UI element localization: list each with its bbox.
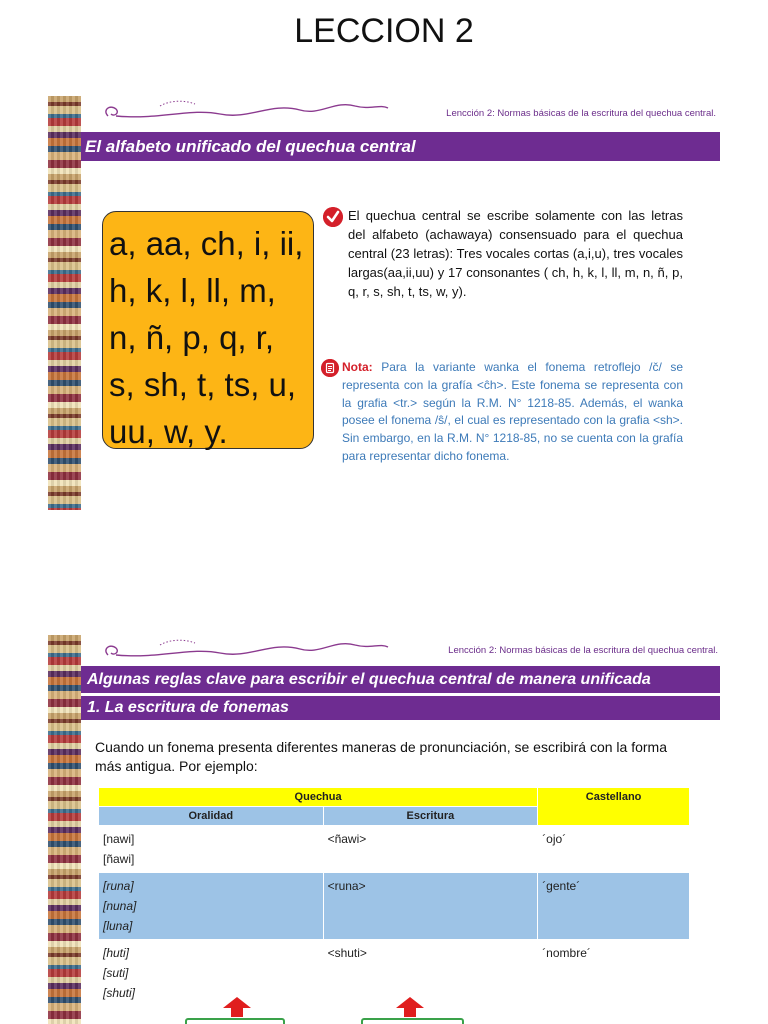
alphabet-line: n, ñ, p, q, r,	[109, 319, 275, 356]
swirl-decoration-icon	[100, 98, 390, 124]
escritura-cell: <ñawi>	[323, 826, 538, 873]
oralidad-value: [suti]	[103, 966, 129, 980]
castellano-cell: ´gente´	[538, 873, 690, 940]
castellano-cell: ´nombre´	[538, 940, 690, 1007]
escritura-cell: <shuti>	[323, 940, 538, 1007]
note-text: Para la variante wanka el fonema retroflejo /č/ se representa con la grafía <ĉh>. Este fonema se representa con la grafia <tr.> según la R.M. N° 1218-85. Además, el wanka posee el fonema /ŝ/, el cual es representado con la grafia <sh>. Sin embargo, en la R.M. N° 1218-85, no se cuenta con la grafía para representar dicho fonema.	[342, 360, 683, 463]
intro-paragraph: Cuando un fonema presenta diferentes maneras de pronunciación, se escribirá con la forma más antigua. Por ejemplo:	[95, 739, 667, 774]
up-arrow-icon	[396, 997, 424, 1017]
page-title: LECCION 2	[294, 12, 474, 50]
textile-strip	[48, 96, 81, 510]
note-paragraph	[342, 359, 683, 466]
oralidad-value: [runa]	[103, 879, 134, 893]
table-row	[99, 873, 690, 940]
alphabet-box	[102, 211, 314, 449]
oralidad-value: [nawi]	[103, 832, 135, 846]
green-label-box	[361, 1018, 464, 1024]
oralidad-cell	[99, 940, 324, 1007]
oralidad-value: [nuna]	[103, 899, 137, 913]
oralidad-value: [ñawi]	[103, 852, 135, 866]
oralidad-value: [shuti]	[103, 986, 136, 1000]
clipboard-icon	[321, 359, 339, 377]
subsection-title-band: 1. La escritura de fonemas	[81, 696, 720, 720]
slide-reglas	[48, 635, 728, 1024]
lesson-header: Lencción 2: Normas básicas de la escritura del quechua central.	[446, 108, 716, 119]
swirl-decoration-icon	[100, 637, 390, 663]
oralidad-value: [luna]	[103, 919, 133, 933]
lesson-header: Lencción 2: Normas básicas de la escritura del quechua central.	[448, 645, 718, 656]
green-label-box	[185, 1018, 285, 1024]
section-title-band: Algunas reglas clave para escribir el quechua central de manera unificada	[81, 666, 720, 693]
note-label: Nota:	[342, 360, 373, 374]
alphabet-line: s, sh, t, ts, u,	[109, 366, 297, 403]
escritura-cell: <runa>	[323, 873, 538, 940]
alphabet-description: El quechua central se escribe solamente con las letras del alfabeto (achawaya) consensuado para el quechua central (23 letras): Tres vocales cortas (a,i,u), tres vocales largas(aa,ii,uu) y 17 consonantes ( ch, h, k, l, ll, m, n, ñ, p, q, r, s, sh, t, ts, w, y).	[348, 208, 683, 299]
header-castellano: Castellano	[538, 788, 690, 826]
alphabet-line: h, k, l, ll, m,	[109, 272, 276, 309]
table-row	[99, 940, 690, 1007]
oralidad-cell	[99, 826, 324, 873]
up-arrow-icon	[223, 997, 251, 1017]
slide-alfabeto	[48, 96, 728, 510]
table-row	[99, 826, 690, 873]
header-oralidad: Oralidad	[99, 807, 324, 826]
alphabet-line: a, aa, ch, i, ii,	[109, 225, 304, 262]
check-icon	[323, 207, 343, 227]
oralidad-value: [huti]	[103, 946, 130, 960]
section-title-band: El alfabeto unificado del quechua central	[81, 132, 720, 161]
header-escritura: Escritura	[323, 807, 538, 826]
oralidad-cell	[99, 873, 324, 940]
alphabet-line: uu, w, y.	[109, 413, 228, 450]
castellano-cell: ´ojo´	[538, 826, 690, 873]
phoneme-table	[98, 787, 690, 1007]
textile-strip	[48, 635, 81, 1024]
header-quechua: Quechua	[99, 788, 538, 807]
